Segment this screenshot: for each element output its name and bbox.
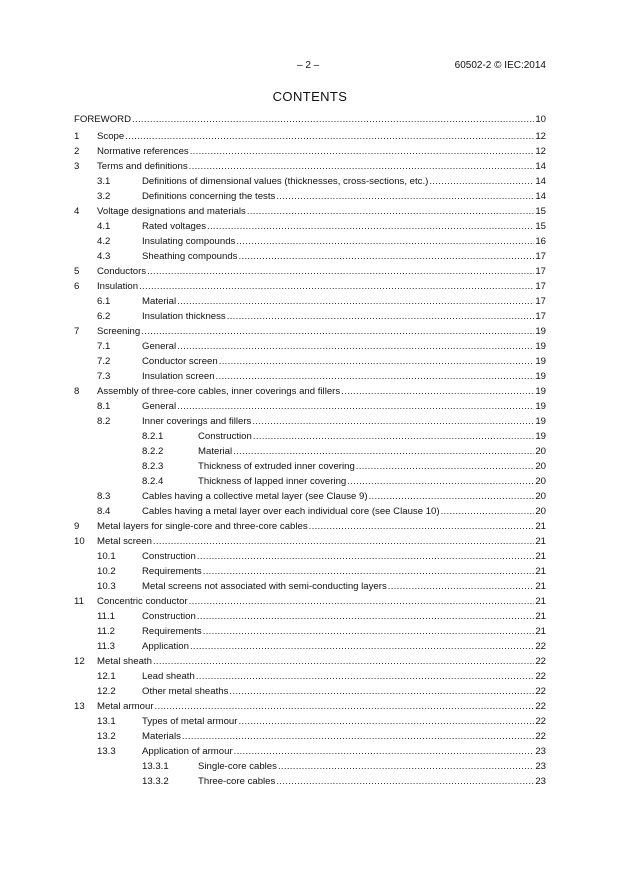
toc-entry-title: Construction xyxy=(142,611,196,622)
toc-entry[interactable] xyxy=(74,566,546,577)
toc-entry-number: 8.4 xyxy=(97,506,111,517)
dot-leader xyxy=(341,386,534,397)
toc-entry[interactable] xyxy=(74,656,546,667)
dot-leader xyxy=(132,114,534,125)
toc-entry-page: 19 xyxy=(535,371,546,382)
toc-entry-number: 12.1 xyxy=(97,671,116,682)
toc-entry-number: 13.2 xyxy=(97,731,116,742)
toc-entry-number: 3.2 xyxy=(97,191,111,202)
dot-leader xyxy=(196,671,535,682)
toc-entry[interactable] xyxy=(74,221,546,232)
dot-leader xyxy=(276,776,534,787)
toc-entry-page: 14 xyxy=(535,191,546,202)
dot-leader xyxy=(234,746,535,757)
toc-entry-page: 22 xyxy=(535,671,546,682)
toc-entry-number: 10.1 xyxy=(97,551,116,562)
toc-entry[interactable] xyxy=(74,311,546,322)
toc-entry-title: Thickness of extruded inner covering xyxy=(198,461,355,472)
toc-entry-title: Screening xyxy=(97,326,141,337)
toc-entry-title: Definitions concerning the tests xyxy=(142,191,276,202)
toc-entry-title: Single-core cables xyxy=(198,761,277,772)
toc-entry[interactable] xyxy=(74,191,546,202)
toc-entry-number: 10.3 xyxy=(97,581,116,592)
toc-entry-page: 21 xyxy=(535,521,546,532)
toc-entry-page: 21 xyxy=(535,596,546,607)
toc-entry[interactable] xyxy=(74,161,546,172)
toc-entry[interactable] xyxy=(74,131,546,142)
toc-entry-title: Application xyxy=(142,641,189,652)
dot-leader xyxy=(139,281,534,292)
dot-leader xyxy=(203,566,535,577)
toc-entry-number: 4.3 xyxy=(97,251,111,262)
dot-leader xyxy=(155,701,535,712)
toc-entry[interactable] xyxy=(74,371,546,382)
toc-entry-title: Assembly of three-core cables, inner coverings and fillers xyxy=(97,386,341,397)
toc-entry-title: Materials xyxy=(142,731,181,742)
toc-entry-number: 8.2.4 xyxy=(142,476,164,487)
toc-entry-page: 21 xyxy=(535,551,546,562)
toc-entry-page: 23 xyxy=(535,761,546,772)
toc-entry-page: 17 xyxy=(535,296,546,307)
toc-entry-title: Lead sheath xyxy=(142,671,195,682)
toc-entry-page: 19 xyxy=(535,401,546,412)
toc-entry-page: 21 xyxy=(535,611,546,622)
dot-leader xyxy=(347,476,534,487)
page-number: – 2 – xyxy=(297,60,320,71)
toc-entry[interactable] xyxy=(74,386,546,397)
toc-entry-number: 12 xyxy=(74,656,85,667)
toc-entry-number: 13.3.2 xyxy=(142,776,169,787)
table-of-contents xyxy=(74,114,546,787)
toc-entry-number: 4.2 xyxy=(97,236,111,247)
toc-entry-number: 12.2 xyxy=(97,686,116,697)
toc-entry-title: General xyxy=(142,341,177,352)
dot-leader xyxy=(189,161,535,172)
toc-entry[interactable] xyxy=(74,716,546,727)
toc-entry-number: 1 xyxy=(74,131,80,142)
dot-leader xyxy=(253,431,534,442)
toc-entry-number: 8.2 xyxy=(97,416,111,427)
dot-leader xyxy=(229,686,534,697)
toc-entry[interactable] xyxy=(74,416,546,427)
dot-leader xyxy=(177,401,534,412)
toc-entry-page: 21 xyxy=(535,566,546,577)
dot-leader xyxy=(356,461,535,472)
toc-entry[interactable] xyxy=(74,401,546,412)
toc-entry[interactable] xyxy=(74,551,546,562)
toc-entry-number: 9 xyxy=(74,521,80,532)
toc-entry-number: 5 xyxy=(74,266,80,277)
toc-entry-page: 19 xyxy=(535,326,546,337)
toc-entry-title: Insulation thickness xyxy=(142,311,226,322)
toc-entry-number: 8 xyxy=(74,386,80,397)
toc-entry-number: 11.1 xyxy=(97,611,115,622)
dot-leader xyxy=(189,596,535,607)
toc-entry-page: 22 xyxy=(535,686,546,697)
dot-leader xyxy=(147,266,534,277)
toc-entry[interactable] xyxy=(74,641,546,652)
toc-entry-page: 22 xyxy=(535,716,546,727)
dot-leader xyxy=(203,626,535,637)
dot-leader xyxy=(219,356,535,367)
toc-entry-title: Three-core cables xyxy=(198,776,276,787)
toc-entry[interactable] xyxy=(74,341,546,352)
toc-entry-page: 19 xyxy=(535,416,546,427)
page-title: CONTENTS xyxy=(272,89,348,104)
toc-entry[interactable] xyxy=(74,761,546,772)
toc-entry-title: Concentric conductor xyxy=(97,596,188,607)
toc-entry[interactable] xyxy=(74,581,546,592)
toc-entry-title: Application of armour xyxy=(142,746,233,757)
toc-entry-title: General xyxy=(142,401,177,412)
dot-leader xyxy=(177,341,534,352)
toc-entry-page: 10 xyxy=(535,114,546,125)
toc-entry-page: 19 xyxy=(535,431,546,442)
toc-entry-title: Terms and definitions xyxy=(97,161,188,172)
toc-entry-title: Requirements xyxy=(142,626,202,637)
toc-entry-page: 22 xyxy=(535,656,546,667)
toc-entry-title: Conductor screen xyxy=(142,356,218,367)
toc-entry-title: Cables having a metal layer over each individual core (see Clause 10) xyxy=(142,506,440,517)
toc-entry[interactable] xyxy=(74,506,546,517)
dot-leader xyxy=(238,251,534,262)
toc-entry-page: 17 xyxy=(535,266,546,277)
dot-leader xyxy=(182,731,534,742)
toc-entry[interactable] xyxy=(74,626,546,637)
toc-entry-page: 17 xyxy=(535,281,546,292)
toc-entry-page: 17 xyxy=(535,251,546,262)
dot-leader xyxy=(125,131,534,142)
toc-entry-page: 20 xyxy=(535,476,546,487)
toc-entry-title: Rated voltages xyxy=(142,221,206,232)
toc-entry-title: Thickness of lapped inner covering xyxy=(198,476,347,487)
toc-entry-title: Material xyxy=(142,296,177,307)
toc-entry-page: 19 xyxy=(535,356,546,367)
toc-entry[interactable] xyxy=(74,114,546,125)
dot-leader xyxy=(197,611,534,622)
toc-entry-number: 8.3 xyxy=(97,491,111,502)
dot-leader xyxy=(236,236,534,247)
toc-entry-title: Insulating compounds xyxy=(142,236,236,247)
toc-entry[interactable] xyxy=(74,296,546,307)
dot-leader xyxy=(153,536,534,547)
toc-entry-number: 7 xyxy=(74,326,80,337)
toc-entry-title: Metal screen xyxy=(97,536,152,547)
toc-entry[interactable] xyxy=(74,476,546,487)
dot-leader xyxy=(197,551,534,562)
toc-entry[interactable] xyxy=(74,671,546,682)
toc-entry-number: 13.3 xyxy=(97,746,116,757)
toc-entry[interactable] xyxy=(74,776,546,787)
toc-entry-title: Insulation xyxy=(97,281,139,292)
toc-entry-page: 12 xyxy=(535,131,546,142)
toc-entry-number: 13.3.1 xyxy=(142,761,169,772)
toc-entry-number: 8.2.3 xyxy=(142,461,164,472)
toc-entry-number: 4 xyxy=(74,206,80,217)
toc-entry-title: Insulation screen xyxy=(142,371,215,382)
toc-entry-number: 3 xyxy=(74,161,80,172)
toc-entry-page: 20 xyxy=(535,461,546,472)
toc-entry-title: Construction xyxy=(198,431,252,442)
toc-entry-title: Metal armour xyxy=(97,701,154,712)
toc-entry-number: 13 xyxy=(74,701,85,712)
toc-entry-page: 15 xyxy=(535,221,546,232)
toc-entry[interactable] xyxy=(74,521,546,532)
toc-entry-number: 4.1 xyxy=(97,221,111,232)
toc-entry[interactable] xyxy=(74,356,546,367)
toc-entry-title: Definitions of dimensional values (thicknesses, cross-sections, etc.) xyxy=(142,176,429,187)
toc-entry-number: 11.2 xyxy=(97,626,115,637)
toc-entry[interactable] xyxy=(74,596,546,607)
toc-entry-number: 6 xyxy=(74,281,80,292)
toc-entry[interactable] xyxy=(74,461,546,472)
toc-entry[interactable] xyxy=(74,251,546,262)
toc-entry-title: Voltage designations and materials xyxy=(97,206,246,217)
toc-entry-page: 19 xyxy=(535,341,546,352)
toc-entry[interactable] xyxy=(74,611,546,622)
toc-entry-number: 7.3 xyxy=(97,371,111,382)
toc-entry-number: 8.2.1 xyxy=(142,431,164,442)
toc-entry[interactable] xyxy=(74,536,546,547)
toc-entry-page: 22 xyxy=(535,731,546,742)
toc-entry-number: 7.1 xyxy=(97,341,111,352)
dot-leader xyxy=(388,581,535,592)
toc-entry-page: 23 xyxy=(535,776,546,787)
toc-entry-page: 14 xyxy=(535,176,546,187)
dot-leader xyxy=(141,326,534,337)
toc-entry-page: 22 xyxy=(535,701,546,712)
dot-leader xyxy=(216,371,535,382)
toc-entry-page: 15 xyxy=(535,206,546,217)
dot-leader xyxy=(441,506,535,517)
toc-entry[interactable] xyxy=(74,446,546,457)
toc-entry-page: 12 xyxy=(535,146,546,157)
toc-entry[interactable] xyxy=(74,146,546,157)
dot-leader xyxy=(278,761,534,772)
toc-entry-number: 6.2 xyxy=(97,311,111,322)
dot-leader xyxy=(190,146,535,157)
toc-entry-title: Other metal sheaths xyxy=(142,686,229,697)
toc-entry[interactable] xyxy=(74,491,546,502)
toc-entry-page: 19 xyxy=(535,386,546,397)
toc-entry-title: Conductors xyxy=(97,266,147,277)
toc-entry-page: 21 xyxy=(535,536,546,547)
toc-entry[interactable] xyxy=(74,266,546,277)
dot-leader xyxy=(177,296,534,307)
toc-entry[interactable] xyxy=(74,731,546,742)
toc-entry-title: Metal sheath xyxy=(97,656,152,667)
toc-entry-number: 3.1 xyxy=(97,176,111,187)
toc-entry[interactable] xyxy=(74,281,546,292)
toc-entry-number: 2 xyxy=(74,146,80,157)
dot-leader xyxy=(207,221,534,232)
toc-entry-number: 11.3 xyxy=(97,641,115,652)
dot-leader xyxy=(227,311,535,322)
toc-entry-page: 21 xyxy=(535,581,546,592)
dot-leader xyxy=(153,656,534,667)
toc-entry-title: Cables having a collective metal layer (see Clause 9) xyxy=(142,491,368,502)
toc-entry-title: FOREWORD xyxy=(74,114,132,125)
dot-leader xyxy=(190,641,534,652)
toc-entry-number: 6.1 xyxy=(97,296,111,307)
toc-entry-page: 17 xyxy=(535,311,546,322)
toc-entry-page: 16 xyxy=(535,236,546,247)
toc-entry[interactable] xyxy=(74,746,546,757)
dot-leader xyxy=(369,491,535,502)
toc-entry-title: Scope xyxy=(97,131,125,142)
toc-entry[interactable] xyxy=(74,236,546,247)
toc-entry-number: 10 xyxy=(74,536,85,547)
toc-entry[interactable] xyxy=(74,206,546,217)
toc-entry-title: Metal layers for single-core and three-core cables xyxy=(97,521,308,532)
toc-entry-page: 20 xyxy=(535,446,546,457)
toc-entry-title: Inner coverings and fillers xyxy=(142,416,252,427)
toc-entry-number: 8.2.2 xyxy=(142,446,164,457)
dot-leader xyxy=(276,191,534,202)
toc-entry-page: 23 xyxy=(535,746,546,757)
dot-leader xyxy=(252,416,534,427)
dot-leader xyxy=(429,176,534,187)
toc-entry-title: Normative references xyxy=(97,146,189,157)
toc-entry-number: 7.2 xyxy=(97,356,111,367)
toc-entry-title: Metal screens not associated with semi-conducting layers xyxy=(142,581,387,592)
dot-leader xyxy=(247,206,535,217)
toc-entry-page: 20 xyxy=(535,506,546,517)
toc-entry[interactable] xyxy=(74,326,546,337)
dot-leader xyxy=(309,521,535,532)
toc-entry[interactable] xyxy=(74,686,546,697)
toc-entry[interactable] xyxy=(74,701,546,712)
toc-entry-page: 20 xyxy=(535,491,546,502)
dot-leader xyxy=(233,446,534,457)
document-reference: 60502-2 © IEC:2014 xyxy=(454,60,546,71)
toc-entry-title: Sheathing compounds xyxy=(142,251,238,262)
toc-entry-number: 11 xyxy=(74,596,84,607)
toc-entry[interactable] xyxy=(74,176,546,187)
toc-entry-page: 21 xyxy=(535,626,546,637)
toc-entry-number: 10.2 xyxy=(97,566,116,577)
toc-entry-title: Construction xyxy=(142,551,196,562)
toc-entry-page: 14 xyxy=(535,161,546,172)
toc-entry-title: Types of metal armour xyxy=(142,716,238,727)
dot-leader xyxy=(238,716,534,727)
toc-entry-number: 8.1 xyxy=(97,401,111,412)
toc-entry-page: 22 xyxy=(535,641,546,652)
toc-entry-number: 13.1 xyxy=(97,716,116,727)
toc-entry-title: Requirements xyxy=(142,566,202,577)
toc-entry-title: Material xyxy=(198,446,233,457)
toc-entry[interactable] xyxy=(74,431,546,442)
